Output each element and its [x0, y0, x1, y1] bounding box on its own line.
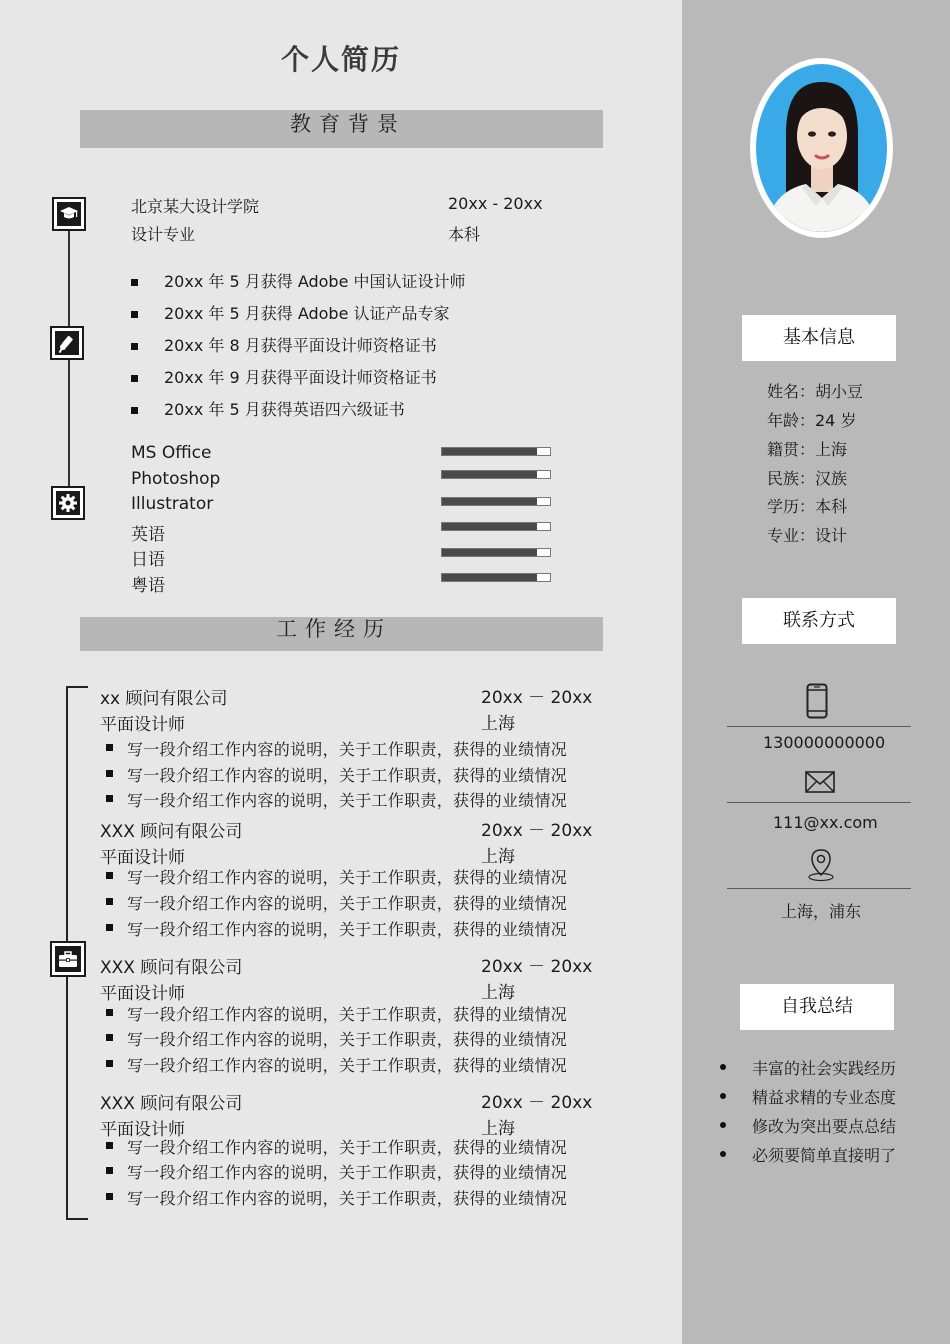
- page-title: 个人简历: [280, 43, 401, 76]
- contact-divider: [727, 726, 911, 727]
- duty-bullet: [106, 924, 113, 931]
- job-city: 上海: [481, 847, 515, 867]
- briefcase-icon-box: [50, 941, 86, 977]
- duty-bullet: [106, 1009, 113, 1016]
- duty-bullet: [106, 1193, 113, 1200]
- duty-bullet: [106, 770, 113, 777]
- summary-bullet: [720, 1122, 726, 1128]
- job-city: 上海: [481, 714, 515, 734]
- basic-info-heading: 基本信息: [783, 327, 855, 348]
- summary-heading: 自我总结: [781, 996, 853, 1017]
- education-heading: 教育背景: [290, 112, 406, 136]
- summary-item: 修改为突出要点总结: [752, 1117, 897, 1136]
- job-duty: 写一段介绍工作内容的说明，关于工作职责，获得的业绩情况: [127, 894, 568, 913]
- envelope-icon: [805, 771, 835, 793]
- summary-heading-box: [740, 984, 894, 1030]
- certificate-item: 20xx 年 5 月获得 Adobe 中国认证设计师: [164, 272, 466, 291]
- duty-bullet: [106, 872, 113, 879]
- certificate-bullet: [131, 375, 138, 382]
- info-major: 专业：设计: [767, 526, 848, 545]
- gear-icon: [58, 493, 78, 513]
- info-education: 学历：本科: [767, 497, 848, 516]
- job-role: 平面设计师: [100, 1120, 185, 1140]
- skill-bar: [441, 548, 551, 557]
- job-duty: 写一段介绍工作内容的说明，关于工作职责，获得的业绩情况: [127, 1005, 568, 1024]
- briefcase-icon: [58, 950, 78, 968]
- job-role: 平面设计师: [100, 984, 185, 1004]
- contact-heading-box: [742, 598, 896, 644]
- skill-bar: [441, 522, 551, 531]
- info-hometown: 籍贯：上海: [767, 440, 848, 459]
- skill-bar-fill: [442, 549, 537, 556]
- certificate-item: 20xx 年 5 月获得英语四六级证书: [164, 400, 405, 419]
- job-company: xx 顾问有限公司: [100, 689, 228, 709]
- summary-item: 必须要简单直接明了: [752, 1146, 897, 1165]
- profile-photo: [756, 64, 887, 232]
- job-company: XXX 顾问有限公司: [100, 958, 243, 978]
- duty-bullet: [106, 1142, 113, 1149]
- mobile-phone-icon: [806, 683, 828, 719]
- job-duty: 写一段介绍工作内容的说明，关于工作职责，获得的业绩情况: [127, 791, 568, 810]
- certificate-bullet: [131, 343, 138, 350]
- summary-bullet: [720, 1093, 726, 1099]
- skill-name: Photoshop: [131, 469, 221, 489]
- duty-bullet: [106, 1167, 113, 1174]
- contact-heading: 联系方式: [783, 610, 855, 631]
- job-duty: 写一段介绍工作内容的说明，关于工作职责，获得的业绩情况: [127, 1056, 568, 1075]
- school-name: 北京某大设计学院: [131, 197, 260, 216]
- job-duty: 写一段介绍工作内容的说明，关于工作职责，获得的业绩情况: [127, 1030, 568, 1049]
- education-heading-bar: [80, 110, 603, 148]
- summary-item: 精益求精的专业态度: [752, 1088, 897, 1107]
- skill-bar-fill: [442, 498, 537, 505]
- job-role: 平面设计师: [100, 848, 185, 868]
- skill-bar: [441, 470, 551, 479]
- duty-bullet: [106, 1034, 113, 1041]
- job-period: 20xx － 20xx: [481, 821, 593, 841]
- skill-bar-fill: [442, 448, 537, 455]
- contact-phone: 130000000000: [763, 733, 886, 752]
- info-ethnicity: 民族：汉族: [767, 469, 848, 488]
- job-duty: 写一段介绍工作内容的说明，关于工作职责，获得的业绩情况: [127, 1189, 568, 1208]
- skill-name: MS Office: [131, 443, 212, 463]
- skill-bar-fill: [442, 574, 537, 581]
- gear-icon-box: [51, 486, 85, 520]
- education-period: 20xx - 20xx: [448, 194, 543, 213]
- skill-bar: [441, 573, 551, 582]
- portrait-illustration: [756, 64, 887, 232]
- contact-divider: [727, 888, 911, 889]
- job-period: 20xx － 20xx: [481, 957, 593, 977]
- certificate-bullet: [131, 279, 138, 286]
- skill-name: 英语: [131, 525, 165, 545]
- work-heading: 工作经历: [276, 617, 392, 641]
- job-duty: 写一段介绍工作内容的说明，关于工作职责，获得的业绩情况: [127, 740, 568, 759]
- skill-name: 日语: [131, 550, 165, 570]
- duty-bullet: [106, 744, 113, 751]
- certificate-bullet: [131, 407, 138, 414]
- skill-name: Illustrator: [131, 494, 214, 514]
- education-icon-box: [52, 197, 86, 231]
- job-city: 上海: [481, 1119, 515, 1139]
- graduation-cap-icon: [59, 206, 79, 222]
- job-duty: 写一段介绍工作内容的说明，关于工作职责，获得的业绩情况: [127, 920, 568, 939]
- job-duty: 写一段介绍工作内容的说明，关于工作职责，获得的业绩情况: [127, 868, 568, 887]
- duty-bullet: [106, 1060, 113, 1067]
- certificate-bullet: [131, 311, 138, 318]
- certificate-icon: [57, 333, 77, 353]
- map-pin-icon: [807, 848, 835, 882]
- job-period: 20xx － 20xx: [481, 1093, 593, 1113]
- summary-item: 丰富的社会实践经历: [752, 1059, 897, 1078]
- skill-bar-fill: [442, 523, 537, 530]
- skill-bar: [441, 497, 551, 506]
- job-duty: 写一段介绍工作内容的说明，关于工作职责，获得的业绩情况: [127, 766, 568, 785]
- info-age: 年龄：24 岁: [767, 411, 857, 430]
- duty-bullet: [106, 898, 113, 905]
- skill-bar: [441, 447, 551, 456]
- degree: 本科: [448, 225, 481, 244]
- certificate-item: 20xx 年 9 月获得平面设计师资格证书: [164, 368, 437, 387]
- duty-bullet: [106, 795, 113, 802]
- info-name: 姓名：胡小豆: [767, 382, 864, 401]
- contact-email: 111@xx.com: [773, 813, 878, 832]
- summary-bullet: [720, 1151, 726, 1157]
- basic-info-heading-box: [742, 315, 896, 361]
- work-heading-bar: [80, 617, 603, 651]
- major: 设计专业: [131, 225, 196, 244]
- job-period: 20xx － 20xx: [481, 688, 593, 708]
- skill-name: 粤语: [131, 576, 165, 596]
- job-role: 平面设计师: [100, 715, 185, 735]
- profile-photo-frame: [750, 58, 893, 238]
- certificate-icon-box: [50, 326, 84, 360]
- summary-bullet: [720, 1064, 726, 1070]
- job-company: XXX 顾问有限公司: [100, 822, 243, 842]
- certificate-item: 20xx 年 8 月获得平面设计师资格证书: [164, 336, 437, 355]
- certificate-item: 20xx 年 5 月获得 Adobe 认证产品专家: [164, 304, 450, 323]
- job-company: XXX 顾问有限公司: [100, 1094, 243, 1114]
- job-duty: 写一段介绍工作内容的说明，关于工作职责，获得的业绩情况: [127, 1163, 568, 1182]
- job-duty: 写一段介绍工作内容的说明，关于工作职责，获得的业绩情况: [127, 1138, 568, 1157]
- contact-divider: [727, 802, 911, 803]
- contact-address: 上海，浦东: [781, 902, 862, 921]
- skill-bar-fill: [442, 471, 537, 478]
- job-city: 上海: [481, 983, 515, 1003]
